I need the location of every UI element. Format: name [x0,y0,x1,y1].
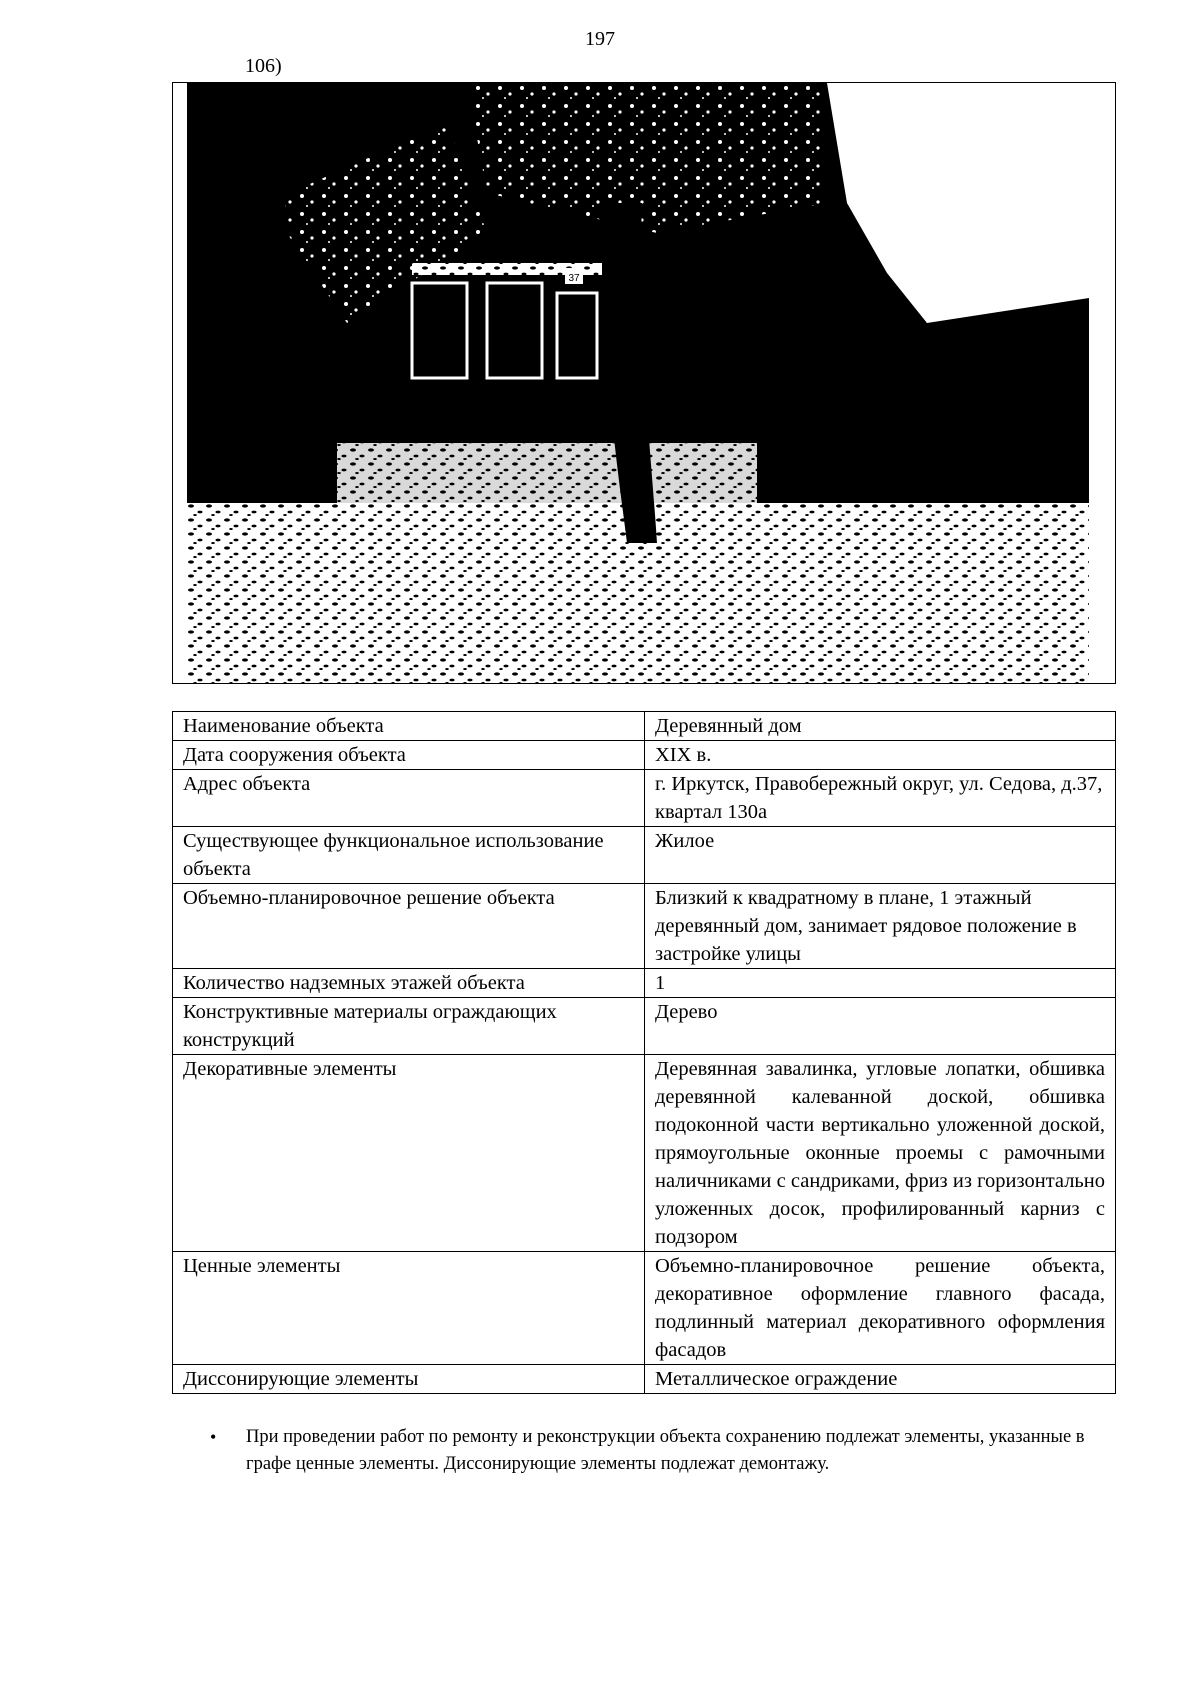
table-row [173,884,1116,969]
property-value: г. Иркутск, Правобережный округ, ул. Седова, д.37, квартал 130а [645,770,1116,827]
property-value: Жилое [645,827,1116,884]
table-row [173,998,1116,1055]
table-row [173,969,1116,998]
property-label: Существующее функциональное использование объекта [173,827,645,884]
table-row [173,1055,1116,1252]
property-value: XIX в. [645,741,1116,770]
table-row [173,827,1116,884]
bullet-icon: • [210,1427,217,1447]
property-label: Диссонирующие элементы [173,1365,645,1394]
property-label: Дата сооружения объекта [173,741,645,770]
table-row [173,712,1116,741]
page-number: 197 [585,28,615,50]
table-row [173,1252,1116,1365]
property-value: Близкий к квадратному в плане, 1 этажный деревянный дом, занимает рядовое положение в застройке улицы [645,884,1116,969]
table-row [173,1365,1116,1394]
property-value: 1 [645,969,1116,998]
property-value: Дерево [645,998,1116,1055]
property-label: Конструктивные материалы ограждающих конструкций [173,998,645,1055]
property-label: Количество надземных этажей объекта [173,969,645,998]
property-label: Ценные элементы [173,1252,645,1365]
property-value: Металлическое ограждение [645,1365,1116,1394]
property-value: Объемно-планировочное решение объекта, декоративное оформление главного фасада, подлинный материал декоративного оформления фасадов [645,1252,1116,1365]
property-label: Декоративные элементы [173,1055,645,1252]
photo-frame [172,82,1116,684]
figure-label: 106) [245,55,282,77]
table-row [173,770,1116,827]
property-label: Объемно-планировочное решение объекта [173,884,645,969]
property-label: Наименование объекта [173,712,645,741]
preservation-note [210,1424,1090,1478]
table-row [173,741,1116,770]
photo-of-wooden-house [187,83,1089,683]
note-text: При проведении работ по ремонту и реконструкции объекта сохранению подлежат элементы, указанные в графе ценные элементы. Диссонирующие элементы подлежат демонтажу. [246,1427,1085,1474]
property-label: Адрес объекта [173,770,645,827]
property-value: Деревянный дом [645,712,1116,741]
property-value: Деревянная завалинка, угловые лопатки, обшивка деревянной калеванной доской, обшивка подоконной части вертикально уложенной доской, прямоугольные оконные проемы с рамочными наличниками с сандриками, фриз из горизонтально уложенных досок, профилированный карниз с подзором [645,1055,1116,1252]
house-number-plate: 37 [568,273,580,284]
properties-table [172,711,1116,1394]
